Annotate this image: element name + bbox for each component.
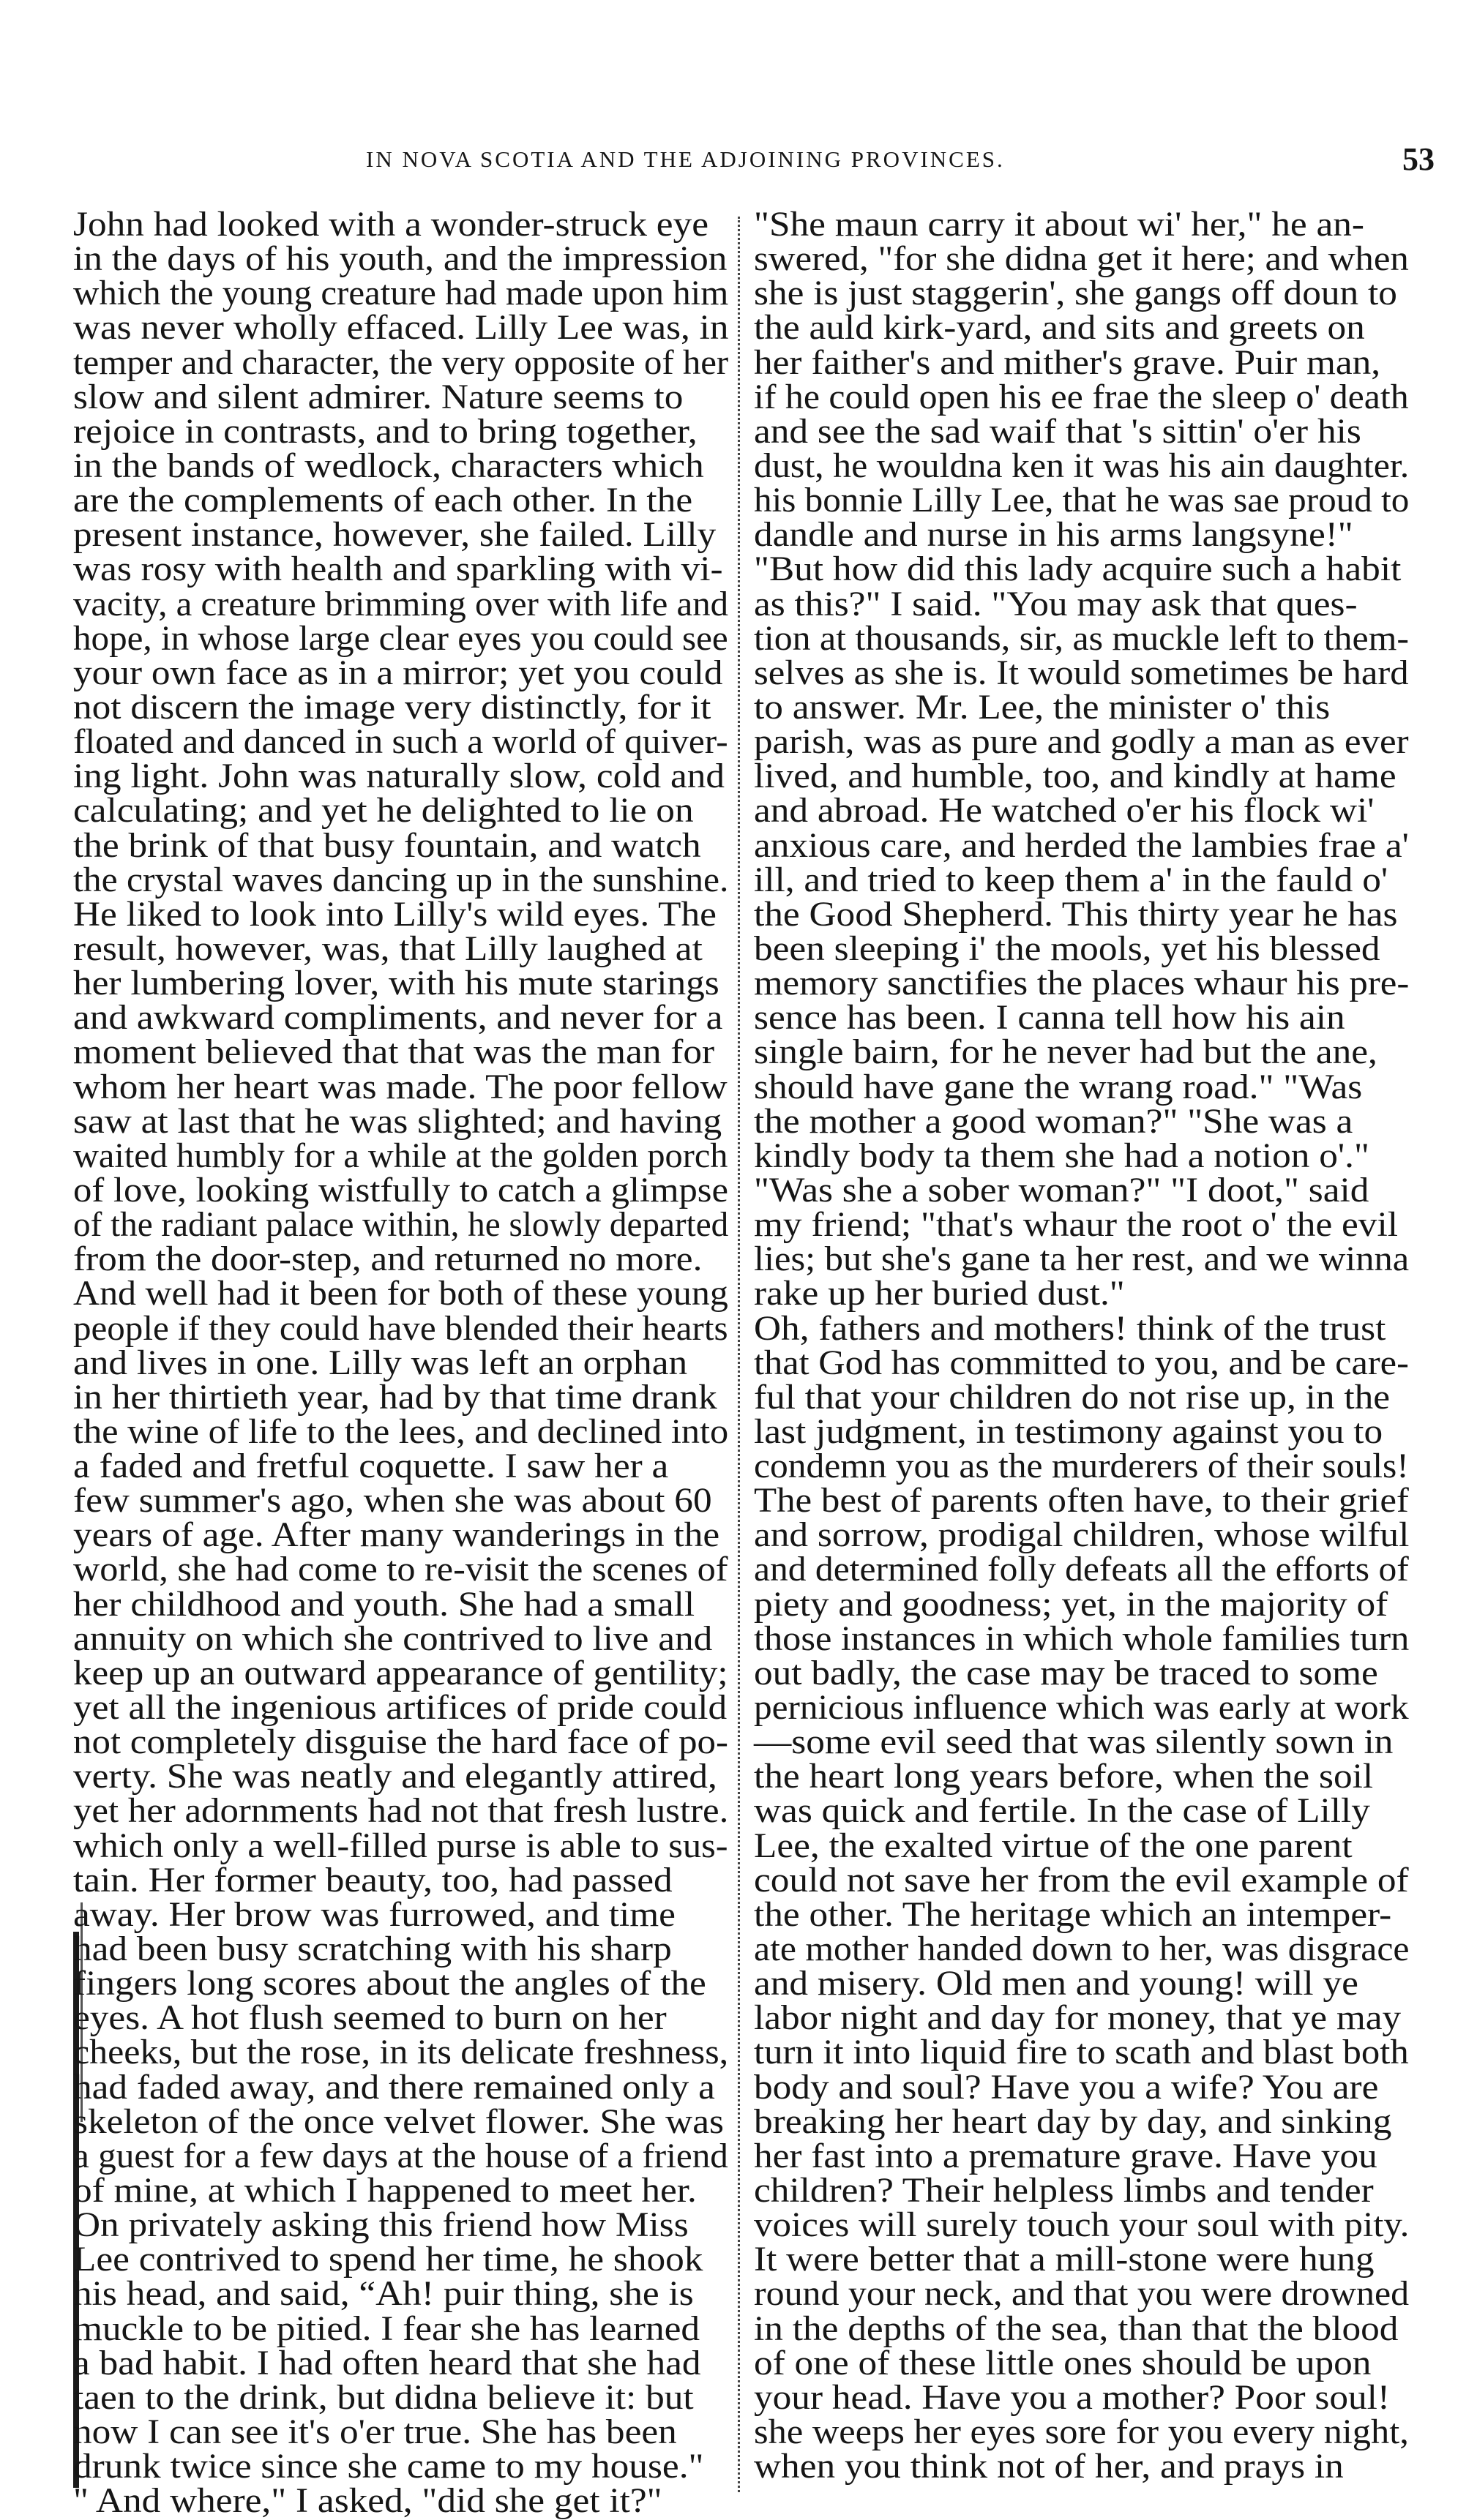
text-line: your head. Have you a mother? Poor soul! <box>754 2378 1391 2417</box>
text-line: ate mother handed down to her, was disgrace <box>754 1930 1410 1969</box>
text-line: muckle to be pitied. I fear she has learned <box>73 2309 700 2348</box>
text-line: the mother a good woman?" "She was a <box>754 1102 1353 1141</box>
text-line: and determined folly defeats all the efforts of <box>754 1550 1409 1589</box>
text-line: taen to the drink, but didna believe it: but <box>73 2378 694 2417</box>
text-line: "But how did this lady acquire such a habit <box>754 550 1402 589</box>
text-line: away. Her brow was furrowed, and time <box>73 1895 676 1934</box>
text-line: out badly, the case may be traced to some <box>754 1654 1378 1692</box>
text-line: was rosy with health and sparkling with vi- <box>73 550 723 589</box>
text-line: those instances in which whole families turn <box>754 1619 1410 1658</box>
text-line: a bad habit. I had often heard that she had <box>73 2344 701 2382</box>
text-line: had faded away, and there remained only a <box>73 2068 715 2107</box>
text-line: dust, he wouldna ken it was his ain daughter. <box>754 446 1410 485</box>
text-line: in her thirtieth year, had by that time drank <box>73 1378 717 1417</box>
text-line: ill, and tried to keep them a' in the fauld o' <box>754 860 1388 899</box>
text-line: the crystal waves dancing up in the sunshine. <box>73 860 729 899</box>
text-line: calculating; and yet he delighted to lie on <box>73 792 694 830</box>
text-line: kindly body ta them she had a notion o'." <box>754 1136 1369 1175</box>
text-line: slow and silent admirer. Nature seems to <box>73 378 684 416</box>
text-line: if he could open his ee frae the sleep o' death <box>754 378 1409 416</box>
text-line: And well had it been for both of these young <box>73 1275 728 1313</box>
text-line: the heart long years before, when the soil <box>754 1758 1374 1796</box>
text-line: floated and danced in such a world of quiver- <box>73 723 728 762</box>
text-line: and misery. Old men and young! will ye <box>754 1965 1358 2003</box>
text-line: waited humbly for a while at the golden porch <box>73 1136 728 1175</box>
text-line: eyes. A hot flush seemed to burn on her <box>73 1999 667 2038</box>
text-line: from the door-step, and returned no more. <box>73 1240 703 1279</box>
text-line: round your neck, and that you were drowned <box>754 2275 1410 2314</box>
text-line: annuity on which she contrived to live and <box>73 1619 713 1658</box>
text-line: present instance, however, she failed. Lilly <box>73 516 717 555</box>
column-divider <box>738 217 740 2492</box>
text-line: the wine of life to the lees, and declined into <box>73 1412 729 1451</box>
text-line: rake up her buried dust." <box>754 1275 1125 1313</box>
text-line: and abroad. He watched o'er his flock wi' <box>754 792 1375 830</box>
text-line: piety and goodness; yet, in the majority of <box>754 1585 1388 1624</box>
text-line: now I can see it's o'er true. She has been <box>73 2413 677 2451</box>
right-text-column <box>754 208 1409 2484</box>
text-line: temper and character, the very opposite of her <box>73 343 729 382</box>
text-line: swered, "for she didna get it here; and when <box>754 240 1409 279</box>
text-line: when you think not of her, and prays in <box>754 2448 1344 2486</box>
text-line: He liked to look into Lilly's wild eyes. The <box>73 895 717 934</box>
text-line: her fast into a premature grave. Have you <box>754 2137 1377 2175</box>
text-line: "Was she a sober woman?" "I doot," said <box>754 1171 1369 1210</box>
text-line: hope, in whose large clear eyes you could see <box>73 619 728 658</box>
running-head: IN NOVA SCOTIA AND THE ADJOINING PROVINCES. <box>366 146 1005 172</box>
text-line: rejoice in contrasts, and to bring together, <box>73 412 698 451</box>
text-line: keep up an outward appearance of gentility; <box>73 1654 728 1692</box>
text-line: It were better that a mill-stone were hung <box>754 2240 1375 2279</box>
text-line: children? Their helpless limbs and tender <box>754 2172 1374 2210</box>
text-line: The best of parents often have, to their grief <box>754 1482 1409 1520</box>
text-line: which only a well-filled purse is able to sus- <box>73 1826 728 1865</box>
text-line: cheeks, but the rose, in its delicate freshness, <box>73 2033 729 2072</box>
text-line: saw at last that he was slighted; and having <box>73 1102 722 1141</box>
text-line: was never wholly effaced. Lilly Lee was, in <box>73 309 729 348</box>
text-line: " And where," I asked, "did she get it?" <box>73 2482 662 2520</box>
text-line: a guest for a few days at the house of a friend <box>73 2137 728 2175</box>
text-line: body and soul? Have you a wife? You are <box>754 2068 1379 2107</box>
text-line: not discern the image very distinctly, for it <box>73 688 711 727</box>
text-line: Lee contrived to spend her time, he shook <box>73 2240 703 2279</box>
text-line: Lee, the exalted virtue of the one parent <box>754 1826 1353 1865</box>
text-line: lies; but she's gane ta her rest, and we winna <box>754 1240 1410 1279</box>
text-line: condemn you as the murderers of their souls! <box>754 1447 1409 1486</box>
left-text-column <box>73 208 728 2519</box>
text-line: a faded and fretful coquette. I saw her a <box>73 1447 669 1486</box>
text-line: her childhood and youth. She had a small <box>73 1585 695 1624</box>
text-line: could not save her from the evil example of <box>754 1861 1409 1900</box>
text-line: anxious care, and herded the lambies frae a' <box>754 826 1409 865</box>
text-line: tain. Her former beauty, too, had passed <box>73 1861 673 1900</box>
text-line: skeleton of the once velvet flower. She was <box>73 2102 724 2141</box>
page-header <box>117 136 1435 180</box>
text-line: are the complements of each other. In the <box>73 481 693 520</box>
text-line: in the days of his youth, and the impression <box>73 240 728 279</box>
text-line: was quick and fertile. In the case of Lilly <box>754 1792 1370 1831</box>
text-line: breaking her heart day by day, and sinking <box>754 2102 1392 2141</box>
text-line: as this?" I said. "You may ask that ques- <box>754 585 1358 623</box>
text-line: of mine, at which I happened to meet her. <box>73 2172 697 2210</box>
text-line: turn it into liquid fire to scath and blast both <box>754 2033 1409 2072</box>
text-line: she weeps her eyes sore for you every night, <box>754 2413 1409 2451</box>
page-number: 53 <box>1402 141 1435 177</box>
text-line: "She maun carry it about wi' her," he an- <box>754 206 1364 244</box>
text-line: people if they could have blended their hearts <box>73 1309 728 1348</box>
text-line: my friend; "that's whaur the root o' the evil <box>754 1206 1398 1245</box>
text-line: in the depths of the sea, than that the blood <box>754 2309 1399 2348</box>
text-line: and see the sad waif that 's sittin' o'er his <box>754 412 1361 451</box>
text-line: that God has committed to you, and be care- <box>754 1343 1409 1382</box>
text-line: the brink of that busy fountain, and watch <box>73 826 701 865</box>
text-line: to answer. Mr. Lee, the minister o' this <box>754 688 1331 727</box>
text-line: moment believed that that was the man for <box>73 1033 715 1072</box>
text-line: verty. She was neatly and elegantly attired, <box>73 1758 717 1796</box>
text-line: of one of these little ones should be upon <box>754 2344 1372 2382</box>
text-line: —some evil seed that was silently sown in <box>754 1723 1394 1762</box>
text-line: the Good Shepherd. This thirty year he has <box>754 895 1398 934</box>
text-line: Oh, fathers and mothers! think of the trust <box>754 1309 1386 1348</box>
text-line: your own face as in a mirror; yet you could <box>73 653 723 692</box>
text-line: should have gane the wrang road." "Was <box>754 1068 1363 1106</box>
text-line: ful that your children do not rise up, in the <box>754 1378 1391 1417</box>
text-line: yet her adornments had not that fresh lustre. <box>73 1792 729 1831</box>
text-line: of the radiant palace within, he slowly departed <box>73 1206 729 1245</box>
text-line: parish, was as pure and godly a man as ever <box>754 723 1409 762</box>
text-line: drunk twice since she came to my house." <box>73 2448 704 2486</box>
text-line: vacity, a creature brimming over with life and <box>73 585 729 623</box>
text-line: and lives in one. Lilly was left an orphan <box>73 1343 688 1382</box>
text-line: lived, and humble, too, and kindly at hame <box>754 757 1396 796</box>
text-line: his head, and said, “Ah! puir thing, she is <box>73 2275 694 2314</box>
text-line: in the bands of wedlock, characters which <box>73 446 704 485</box>
text-line: her lumbering lover, with his mute starings <box>73 964 719 1003</box>
text-line: not completely disguise the hard face of po- <box>73 1723 728 1762</box>
text-line: of love, looking wistfully to catch a glimpse <box>73 1171 729 1210</box>
text-line: her faither's and mither's grave. Puir man, <box>754 343 1381 382</box>
text-line: On privately asking this friend how Miss <box>73 2206 689 2245</box>
text-line: and awkward compliments, and never for a <box>73 999 723 1038</box>
text-line: the auld kirk-yard, and sits and greets on <box>754 309 1365 348</box>
text-line: memory sanctifies the places whaur his pre- <box>754 964 1410 1003</box>
text-line: ing light. John was naturally slow, cold and <box>73 757 725 796</box>
text-line: she is just staggerin', she gangs off doun to <box>754 274 1397 313</box>
text-line: result, however, was, that Lilly laughed at <box>73 929 703 968</box>
text-line: been sleeping i' the mools, yet his blessed <box>754 929 1380 968</box>
text-line: years of age. After many wanderings in the <box>73 1516 720 1555</box>
text-line: tion at thousands, sir, as muckle left to them- <box>754 619 1409 658</box>
text-line: which the young creature had made upon him <box>73 274 729 313</box>
text-line: yet all the ingenious artifices of pride could <box>73 1689 728 1728</box>
text-line: world, she had come to re-visit the scenes of <box>73 1550 728 1589</box>
text-line: single bairn, for he never had but the ane, <box>754 1033 1377 1072</box>
text-line: pernicious influence which was early at work <box>754 1689 1409 1728</box>
text-line: sence has been. I canna tell how his ain <box>754 999 1345 1038</box>
text-line: the other. The heritage which an intemper- <box>754 1895 1392 1934</box>
text-line: fingers long scores about the angles of the <box>73 1965 706 2003</box>
text-line: had been busy scratching with his sharp <box>73 1930 672 1969</box>
text-line: dandle and nurse in his arms langsyne!" <box>754 516 1353 555</box>
text-line: selves as she is. It would sometimes be hard <box>754 653 1409 692</box>
text-line: labor night and day for money, that ye may <box>754 1999 1402 2038</box>
text-line: his bonnie Lilly Lee, that he was sae proud to <box>754 481 1410 520</box>
text-line: last judgment, in testimony against you to <box>754 1412 1383 1451</box>
text-line: few summer's ago, when she was about 60 <box>73 1482 712 1520</box>
text-line: voices will surely touch your soul with pity. <box>754 2206 1410 2245</box>
text-line: whom her heart was made. The poor fellow <box>73 1068 728 1106</box>
text-line: and sorrow, prodigal children, whose wilful <box>754 1516 1410 1555</box>
text-line: John had looked with a wonder-struck eye <box>73 206 708 244</box>
